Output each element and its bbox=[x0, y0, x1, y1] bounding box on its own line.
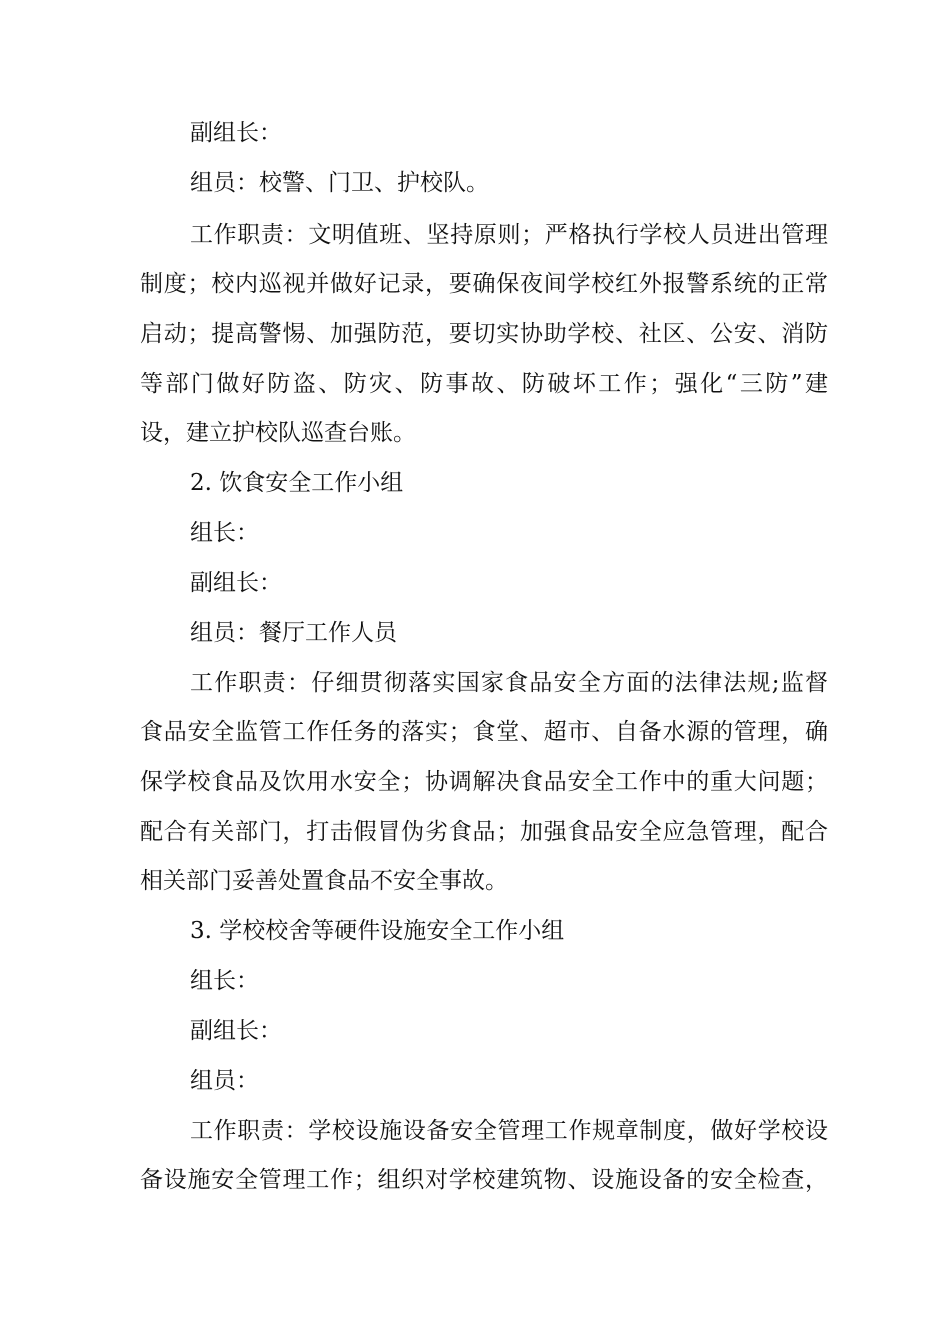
text-line-duties-3-b: 备设施安全管理工作；组织对学校建筑物、设施设备的安全检查， bbox=[140, 1167, 828, 1193]
text-line-duties-2-e: 相关部门妥善处置食品不安全事故。 bbox=[140, 868, 508, 894]
text-line-members-3: 组员： bbox=[190, 1068, 259, 1094]
section-heading-food-safety: 2. 饮食安全工作小组 bbox=[190, 470, 404, 496]
text-line-deputy-leader-1: 副组长： bbox=[190, 120, 282, 146]
text-line-duties-1-e: 设，建立护校队巡查台账。 bbox=[140, 420, 416, 446]
section-heading-facilities-safety: 3. 学校校舍等硬件设施安全工作小组 bbox=[190, 918, 565, 944]
text-line-duties-1-b: 制度；校内巡视并做好记录，要确保夜间学校红外报警系统的正常 bbox=[140, 271, 828, 297]
text-line-duties-3-a: 工作职责：学校设施设备安全管理工作规章制度，做好学校设 bbox=[190, 1118, 828, 1144]
text-line-deputy-leader-2: 副组长： bbox=[190, 570, 282, 596]
text-line-duties-2-d: 配合有关部门，打击假冒伪劣食品；加强食品安全应急管理，配合 bbox=[140, 819, 828, 845]
text-line-duties-2-c: 保学校食品及饮用水安全；协调解决食品安全工作中的重大问题； bbox=[140, 769, 828, 795]
text-line-leader-2: 组长： bbox=[190, 520, 259, 546]
text-line-duties-1-a: 工作职责：文明值班、坚持原则；严格执行学校人员进出管理 bbox=[190, 222, 828, 248]
text-line-duties-1-c: 启动；提高警惕、加强防范，要切实协助学校、社区、公安、消防 bbox=[140, 321, 828, 347]
text-line-members-1: 组员：校警、门卫、护校队。 bbox=[190, 170, 489, 196]
text-line-deputy-leader-3: 副组长： bbox=[190, 1018, 282, 1044]
text-line-leader-3: 组长： bbox=[190, 968, 259, 994]
text-line-duties-2-a: 工作职责：仔细贯彻落实国家食品安全方面的法律法规;监督 bbox=[190, 670, 828, 696]
text-line-duties-1-d: 等部门做好防盗、防灾、防事故、防破坏工作；强化“三防”建 bbox=[140, 371, 828, 397]
text-line-members-2: 组员：餐厅工作人员 bbox=[190, 620, 397, 646]
text-line-duties-2-b: 食品安全监管工作任务的落实；食堂、超市、自备水源的管理，确 bbox=[140, 719, 828, 745]
